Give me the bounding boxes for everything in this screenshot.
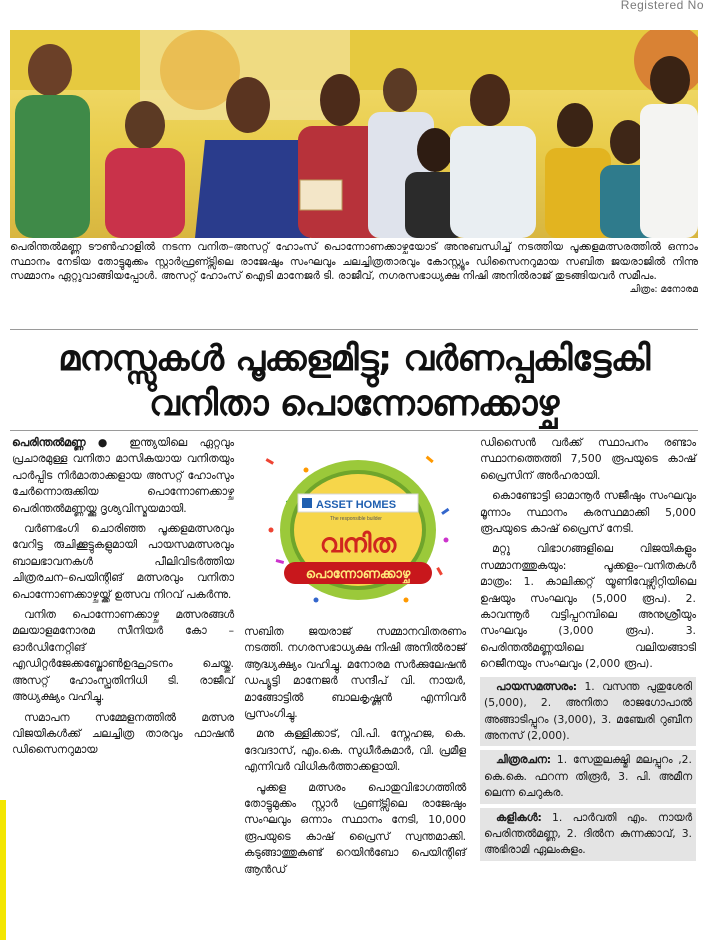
logo-tagline: The responsible builder: [330, 516, 382, 522]
headline: [10, 337, 698, 427]
event-photo: [10, 30, 698, 238]
caption-text: പെരിന്തൽമണ്ണ ടൗൺഹാളിൽ നടന്ന വനിത–അസറ്റ് ഹോംസ് പൊന്നോണക്കാഴ്ചയോട് അനുബന്ധിച്ച് നടത്തിയ പൂക്കളമത്സരത്തിൽ ഒന്നാം സ്ഥാനം നേടിയ തോട്ടുമുക്കം സ്റ്റാർഫ്രണ്ട്സിലെ രാജേഷും സംഘവും ചലച്ചിത്രതാരവും കോസ്റ്റ്യൂം ഡിസൈനറുമായ സബിത ജയരാജിൽ നിന്നു സമ്മാനം ഏറ്റുവാങ്ങിയപ്പോൾ. അസറ്റ് ഹോംസ് ഐടി മാനേജർ ടി. രാജീവ്, നഗരസഭാധ്യക്ഷ നിഷി അനിൽരാജ് തുടങ്ങിയവർ സമീപം.: [10, 241, 698, 283]
payasam-results: [480, 677, 696, 747]
article-paragraph: സമാപന സമ്മേളനത്തിൽ മത്സര വിജയികൾക്ക് ചലച്ചിത്ര താരവും ഫാഷൻ ഡിസൈനറുമായ: [12, 710, 234, 757]
article-paragraph: മറ്റു വിഭാഗങ്ങളിലെ വിജയികളും സമ്മാനത്തുകയും: പൂക്കളം–വനിതകൾ മാത്രം: 1. കാലിക്കറ്റ് യൂണിവേഴ്സിറ്റിയിലെ ഉഷയും സംഘവും (5,000 രൂപ). 2. കാവന്നൂർ വട്ടിപ്പറമ്പിലെ അനുശ്രീയും സംഘവും (3,000 രൂപ). 3. പെരിന്തൽമണ്ണയിലെ വലിയങ്ങാടി റെജീനയും സംഘവും (2,000 രൂപ).: [480, 542, 696, 671]
photo-credit: ചിത്രം: മനോരമ: [629, 283, 698, 295]
dateline: പെരിന്തൽമണ്ണ: [12, 436, 86, 449]
drawing-text: 1. സേതുലക്ഷ്മി മലപ്പുറം ,2. കെ.കെ. ഫറന്ന തിരൂർ, 3. പി. അമീന ലെന്ന ചെറുകര.: [484, 753, 692, 800]
article-paragraph: പൂക്കള മത്സരം പൊതുവിഭാഗത്തിൽ തോട്ടുമുക്കം സ്റ്റാർ ഫ്രണ്ട്സിലെ രാജേഷും സംഘവും ഒന്നാം സ്ഥാനം നേടി, 10,000 രൂപയുടെ കാഷ് പ്രൈസ് സ്വന്തമാക്കി. കടുങ്ങാത്തുകുണ്ട് റെയിൻബോ പെയിന്റിങ് ആൻഡ്: [244, 780, 466, 876]
bullet-icon: ●: [97, 436, 130, 449]
article-paragraph: [12, 435, 234, 517]
photo-illustration: [10, 30, 698, 238]
caption-divider: [10, 329, 698, 330]
headline-line-1: മനസ്സുകൾ പൂക്കളമിട്ടു; വർണപ്പകിട്ടേകി: [58, 339, 650, 379]
photo-caption: [10, 240, 698, 297]
games-text: 1. പാർവതി എം. നായർ പെരിന്തൽമണ്ണ, 2. ദിൽന കുന്നക്കാവ്, 3. അഭിരാമി ഏലംകുളം.: [484, 810, 692, 857]
paragraph-text: ഇന്ത്യയിലെ ഏറ്റവും പ്രചാരമുള്ള വനിതാ മാസികയായ വനിതയും പാർപ്പിട നിർമാതാക്കളായ അസറ്റ് ഹോംസും ചേർന്നൊരുക്കിയ പൊന്നോണക്കാഴ്ച പെരിന്തൽമണ്ണയ്ക്കു ദൃശ്യവിസ്മയമായി.: [12, 436, 234, 515]
logo-brand: ASSET HOMES: [316, 499, 397, 511]
headline-line-2: വനിതാ പൊന്നോണക്കാഴ്ച: [149, 384, 559, 424]
logo-title: വനിത: [319, 529, 397, 559]
edge-color-bar: [0, 800, 6, 940]
games-label: കളികൾ:: [496, 810, 542, 824]
headline-divider: [10, 430, 698, 431]
article-column-2: [244, 624, 466, 882]
payasam-text: 1. വസന്ത പുതുശേരി (5,000), 2. അനിതാ രാജഗോപാൽ അങ്ങാടിപ്പുറം (3,000), 3. മഞ്ചേരി റുബീന അനസ് (2,000).: [484, 679, 692, 742]
games-results: [480, 808, 696, 861]
article-paragraph: വനിത പൊന്നോണക്കാഴ്ച മത്സരങ്ങൾ മലയാളമനോരമ സീനിയർ കോ – ഓർഡിനേറ്റിങ് എഡിറ്റർജേക്കബ്ജോൺഉദ്ഘാടനം ചെയ്തു. അസറ്റ് ഹോംസ്പ്രതിനിധി ടി. രാജീവ് അധ്യക്ഷ്യം വഹിച്ചു.: [12, 608, 234, 704]
article-paragraph: സബിത ജയരാജ് സമ്മാനവിതരണം നടത്തി. നഗരസഭാധ്യക്ഷ നിഷി അനിൽരാജ് ആദ്ധ്യക്ഷ്യം വഹിച്ചു. മനോരമ സർക്കുലേഷൻ ഡപ്യൂട്ടി മാനേജർ സന്ദീപ് വി. നായർ, മാങ്ങോട്ടിൽ ബാലകൃഷ്ണൻ എന്നിവർ പ്രസംഗിച്ചു.: [244, 625, 466, 721]
payasam-label: പായസമത്സരം:: [496, 679, 578, 693]
article-paragraph: കൊണ്ടോട്ടി ഓമാനൂർ സജീഷും സംഘവും മൂന്നാം സ്ഥാനം കരസ്ഥമാക്കി 5,000 രൂപയുടെ കാഷ് പ്രൈസ് നേടി.: [480, 489, 696, 536]
drawing-results: [480, 750, 696, 803]
article-paragraph: മനു കള്ളിക്കാട്, വി.പി. സ്നേഹജ, കെ. ദേവദാസ്, എം.കെ. സുധീർകുമാർ, വി. പ്രമീള എന്നിവർ വിധികർത്താക്കളായി.: [244, 727, 466, 774]
article-paragraph: വർണഭംഗി ചൊരിഞ്ഞ പൂക്കളമത്സരവും വേറിട്ട രുചിക്കൂട്ടുകളുമായി പായസമത്സരവും ബാലഭാവനകൾ പീലിവിടർത്തിയ ചിത്രരചന–പെയിന്റിങ് മത്സരവും വനിതാ പൊന്നോണക്കാഴ്ചയ്ക്ക് ഉത്സവ നിറവ് പകർന്നു.: [12, 522, 234, 601]
article-paragraph: ഡിസൈൻ വർക്ക് സ്ഥാപനം രണ്ടാം സ്ഥാനത്തെത്തി 7,500 രൂപയുടെ കാഷ് പ്രൈസിന് അർഹരായി.: [480, 436, 696, 482]
article-column-1: [12, 435, 234, 763]
vanitha-ponnonakazhcha-logo: [246, 440, 468, 616]
logo-graphic: [246, 440, 468, 616]
registered-number-label: Registered No: [620, 0, 704, 12]
logo-subtitle: പൊന്നോണക്കാഴ്ച: [305, 567, 411, 582]
article-column-3: [480, 435, 696, 865]
drawing-label: ചിത്രരചന:: [496, 753, 552, 767]
